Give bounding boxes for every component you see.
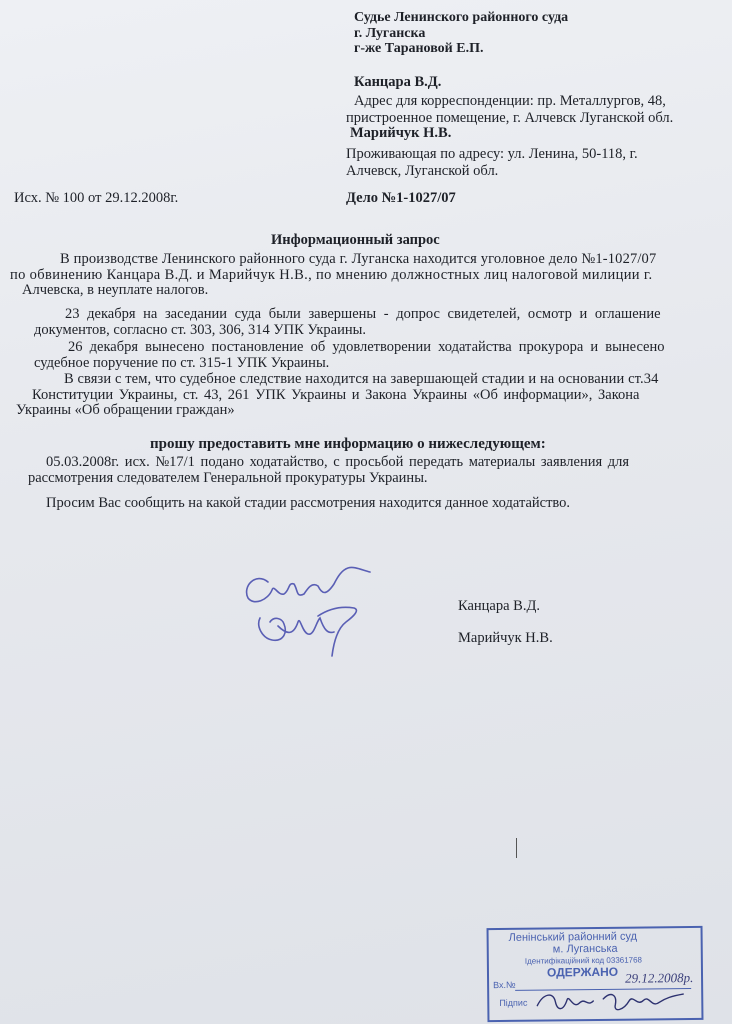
paragraph-1-line-3: Алчевска, в неуплате налогов. xyxy=(22,282,209,298)
stamp-city: м. Луганська xyxy=(552,942,618,956)
paragraph-3-line-1: 26 декабря вынесено постановление об удовлетворении ходатайства прокурора и вынесено xyxy=(68,339,665,355)
document-title: Информационный запрос xyxy=(271,232,440,248)
paragraph-3 xyxy=(10,340,710,371)
sender-2-address-line-2: Алчевск, Луганской обл. xyxy=(346,163,499,179)
stamp-incoming-number-label: Вх.№ xyxy=(493,979,516,991)
paragraph-4-line-2: Конституции Украины, ст. 43, 261 УПК Украины и Закона Украины «Об информации», Закона xyxy=(32,386,640,403)
signatory-2-name: Марийчук Н.В. xyxy=(458,630,553,646)
paragraph-1-line-1: В производстве Ленинского районного суда г. Луганска находится уголовное дело №1-1027/07 xyxy=(60,251,657,267)
addressee-line-2: г. Луганска xyxy=(354,25,426,41)
addressee-block xyxy=(354,10,568,57)
stamp-court-name: Ленінський районний суд xyxy=(508,930,638,944)
paragraph-2-line-1: 23 декабря на заседании суда были завершены - допрос свидетелей, осмотр и оглашение xyxy=(65,306,661,322)
stamp-id-code: Ідентифікаційний код 03361768 xyxy=(524,955,643,966)
stamp-signature-label: Підпис xyxy=(499,997,528,1009)
sender-2-address-line-1: Проживающая по адресу: ул. Ленина, 50-118, г. xyxy=(346,146,638,162)
paragraph-3-line-2: судебное поручение по ст. 315-1 УПК Украины. xyxy=(34,354,330,371)
paragraph-2 xyxy=(10,307,710,338)
request-statement: прошу предоставить мне информацию о нижеследующем: xyxy=(150,436,546,452)
sender-2-name: Марийчук Н.В. xyxy=(350,125,452,141)
stamp-handwritten-signature xyxy=(533,984,693,1018)
court-receipt-stamp xyxy=(487,926,704,1022)
sender-1-name: Канцара В.Д. xyxy=(354,74,442,90)
paragraph-2-line-2: документов, согласно ст. 303, 306, 314 УПК Украины. xyxy=(34,321,366,338)
paragraph-4-line-3: Украины «Об обращении граждан» xyxy=(16,402,235,418)
sender-1-address-line-1: Адрес для корреспонденции: пр. Металлургов, 48, xyxy=(354,93,666,109)
signatory-1-name: Канцара В.Д. xyxy=(458,598,540,614)
scan-mark xyxy=(516,838,517,858)
paragraph-5-line-1: 05.03.2008г. исх. №17/1 подано ходатайство, с просьбой передать материалы заявления для xyxy=(46,454,630,470)
addressee-line-3: г-же Тарановой Е.П. xyxy=(354,41,484,56)
case-number: Дело №1-1027/07 xyxy=(346,190,456,206)
paragraph-1-line-2: по обвинению Канцара В.Д. и Марийчук Н.В., по мнению должностных лиц налоговой милиции г. xyxy=(10,266,653,283)
paragraph-5-line-2: рассмотрения следователем Генеральной прокуратуры Украины. xyxy=(28,469,428,486)
stamp-status: ОДЕРЖАНО xyxy=(546,964,619,980)
addressee-line-1: Судье Ленинского районного суда xyxy=(354,10,569,25)
paragraph-5 xyxy=(10,455,710,486)
paragraph-4-line-1: В связи с тем, что судебное следствие находится на завершающей стадии и на основании ст.34 xyxy=(64,371,659,387)
stamp-date: 29.12.2008р. xyxy=(624,969,694,986)
sender-1-address-line-2: пристроенное помещение, г. Алчевск Луганской обл. xyxy=(346,110,674,126)
handwritten-signatures xyxy=(238,560,388,660)
paragraph-1 xyxy=(10,252,710,299)
paragraph-4 xyxy=(10,372,710,419)
outgoing-reference: Исх. № 100 от 29.12.2008г. xyxy=(14,190,179,206)
paragraph-6: Просим Вас сообщить на какой стадии рассмотрения находится данное ходатайство. xyxy=(46,495,571,511)
